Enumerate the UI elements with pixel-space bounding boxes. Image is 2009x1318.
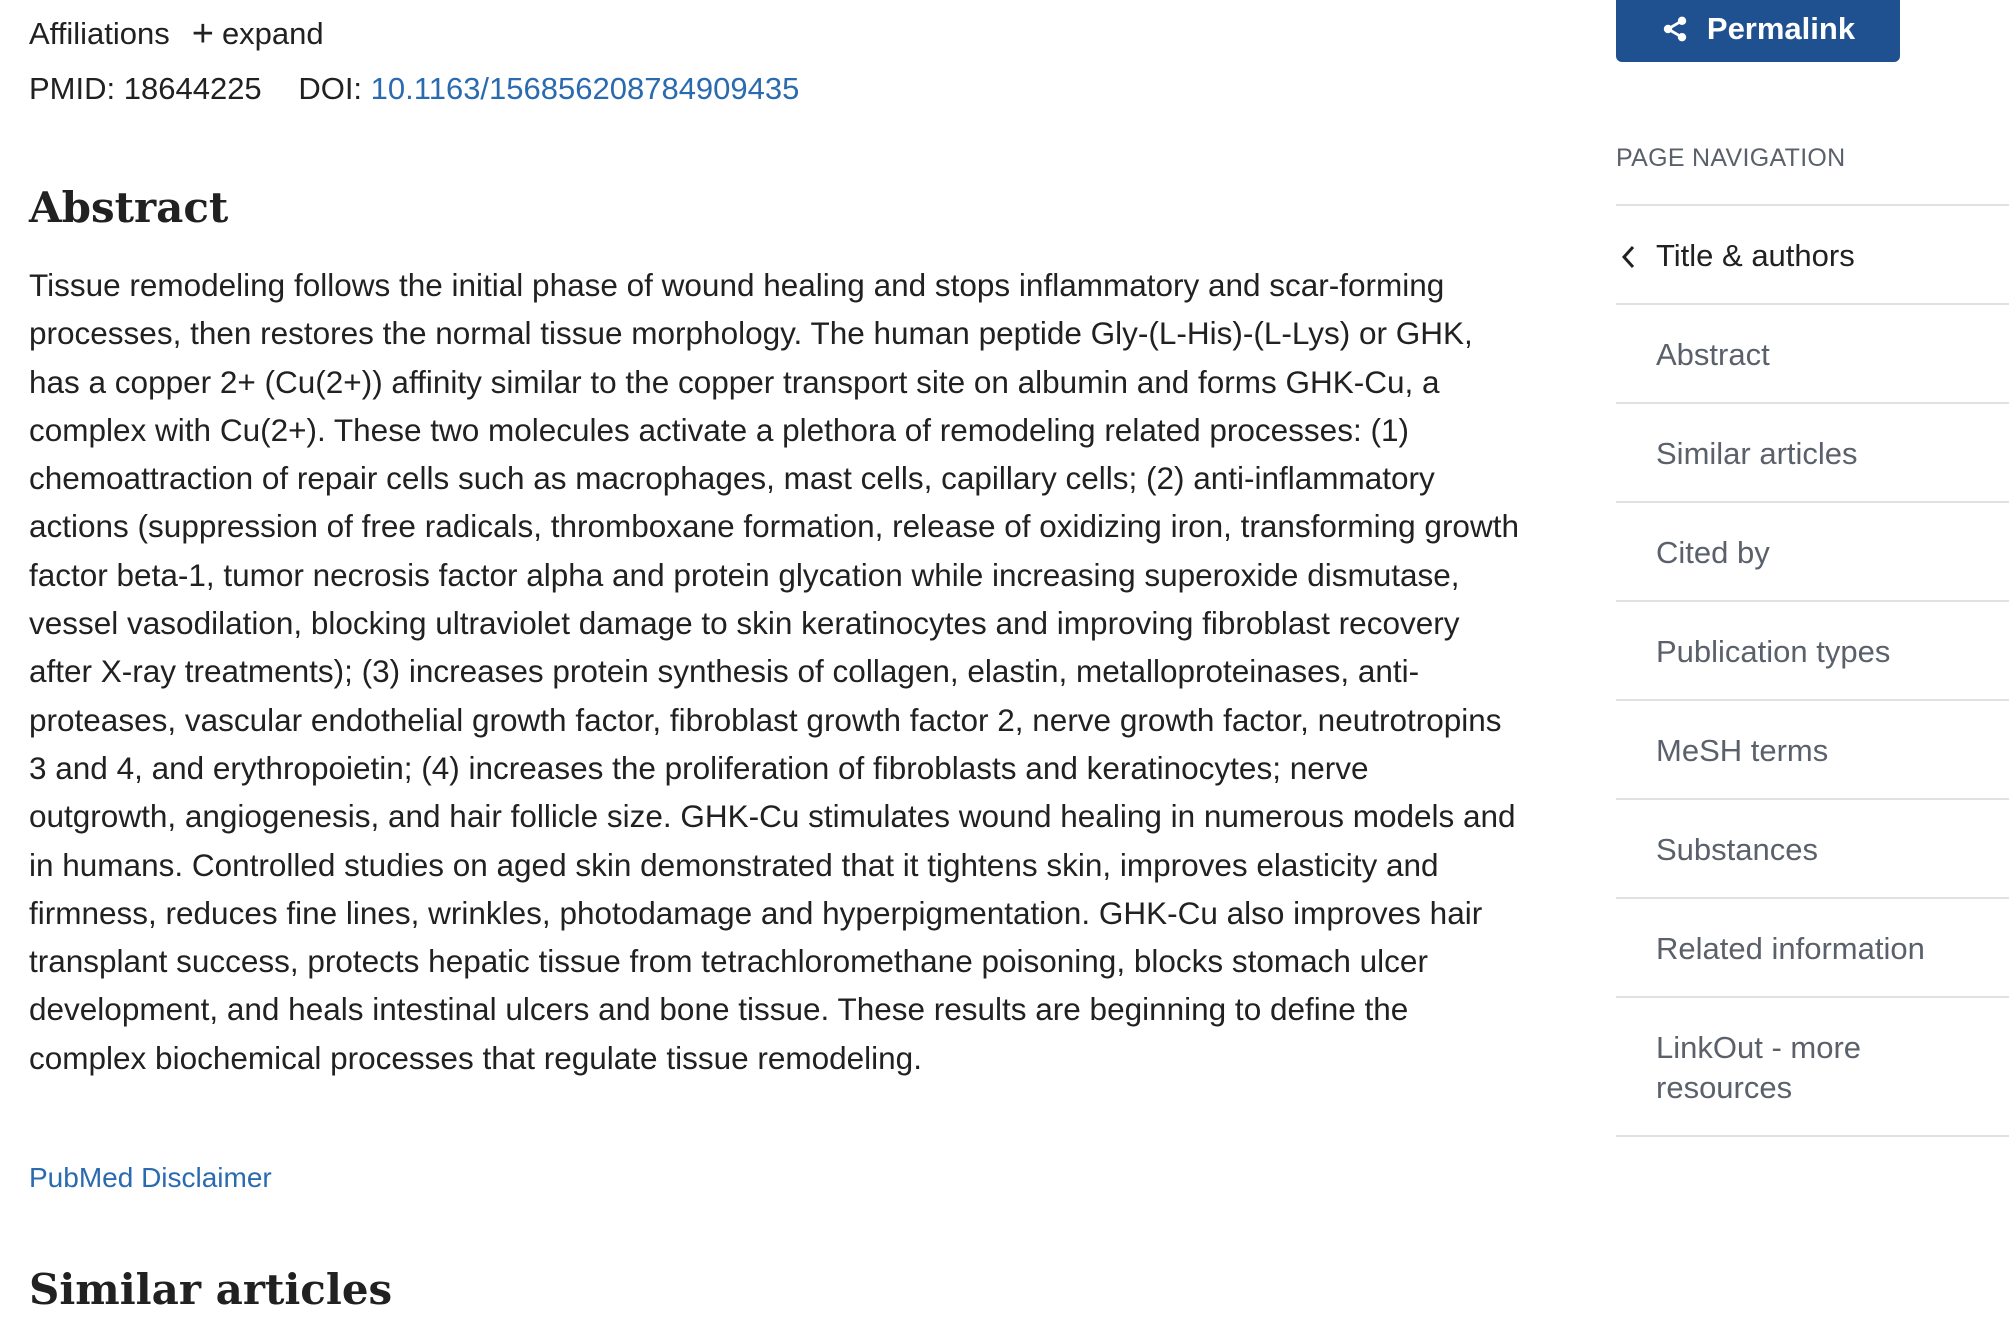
nav-item-mesh-terms[interactable]	[1616, 701, 2009, 800]
doi-link[interactable]: 10.1163/156856208784909435	[370, 71, 800, 106]
permalink-label: Permalink	[1706, 11, 1856, 46]
abstract-heading: Abstract	[29, 183, 229, 232]
similar-articles-heading: Similar articles	[29, 1265, 393, 1314]
share-icon	[1661, 15, 1689, 43]
nav-item-label: Substances	[1656, 832, 1818, 867]
affiliations-row	[29, 14, 324, 54]
doi-label: DOI:	[298, 71, 363, 106]
nav-item-label: MeSH terms	[1656, 733, 1829, 768]
pmid-value: 18644225	[123, 71, 262, 106]
nav-item-label: LinkOut - more resources	[1656, 1030, 1862, 1105]
nav-item-label: Related information	[1656, 931, 1925, 966]
nav-item-label: Title & authors	[1656, 238, 1855, 273]
nav-item-linkout[interactable]	[1616, 998, 2009, 1137]
nav-item-substances[interactable]	[1616, 800, 2009, 899]
nav-item-label: Abstract	[1656, 337, 1770, 372]
nav-item-title-authors[interactable]	[1616, 206, 2009, 305]
nav-item-label: Similar articles	[1656, 436, 1858, 471]
nav-item-cited-by[interactable]	[1616, 503, 2009, 602]
nav-item-abstract[interactable]	[1616, 305, 2009, 404]
nav-item-similar-articles[interactable]	[1616, 404, 2009, 503]
affiliations-label: Affiliations	[29, 16, 170, 51]
page-navigation-title: PAGE NAVIGATION	[1616, 144, 1846, 172]
pmid-label: PMID:	[29, 71, 116, 106]
abstract-text: Tissue remodeling follows the initial phase of wound healing and stops inflammatory and scar-forming processes, then restores the normal tissue morphology. The human peptide Gly-(L-His)-(L-Lys) or GHK, has a copper 2+ (Cu(2+)) affinity similar to the copper transport site on albumin and forms GHK-Cu, a complex with Cu(2+). These two molecules activate a plethora of remodeling related processes: (1) chemoattraction of repair cells such as macrophages, mast cells, capillary cells; (2) anti-inflammatory actions (suppression of free radicals, thromboxane formation, release of oxidizing iron, transforming growth factor beta-1, tumor necrosis factor alpha and protein glycation while increasing superoxide dismutase, vessel vasodilation, blocking ultraviolet damage to skin keratinocytes and improving fibroblast recovery after X-ray treatments); (3) increases protein synthesis of collagen, elastin, metalloproteinases, anti-proteases, vascular endothelial growth factor, fibroblast growth factor 2, nerve growth factor, neutrotropins 3 and 4, and erythropoietin; (4) increases the proliferation of fibroblasts and keratinocytes; nerve outgrowth, angiogenesis, and hair follicle size. GHK-Cu stimulates wound healing in numerous models and in humans. Controlled studies on aged skin demonstrated that it tightens skin, improves elasticity and firmness, reduces fine lines, wrinkles, photodamage and hyperpigmentation. GHK-Cu also improves hair transplant success, protects hepatic tissue from tetrachloromethane poisoning, blocks stomach ulcer development, and heals intestinal ulcers and bone tissue. These results are beginning to define the complex biochemical processes that regulate tissue remodeling.	[29, 267, 1519, 1076]
pubmed-disclaimer-link[interactable]: PubMed Disclaimer	[29, 1162, 272, 1193]
nav-item-publication-types[interactable]	[1616, 602, 2009, 701]
nav-item-label: Publication types	[1656, 634, 1891, 669]
permalink-button[interactable]	[1616, 0, 1900, 62]
identifiers-row	[29, 69, 799, 109]
nav-item-label: Cited by	[1656, 535, 1770, 570]
page-navigation-list	[1616, 204, 2009, 1137]
nav-item-related-information[interactable]	[1616, 899, 2009, 998]
expand-affiliations-button[interactable]: expand	[221, 16, 324, 51]
chevron-left-icon	[1620, 244, 1638, 270]
plus-icon[interactable]: +	[191, 13, 214, 55]
